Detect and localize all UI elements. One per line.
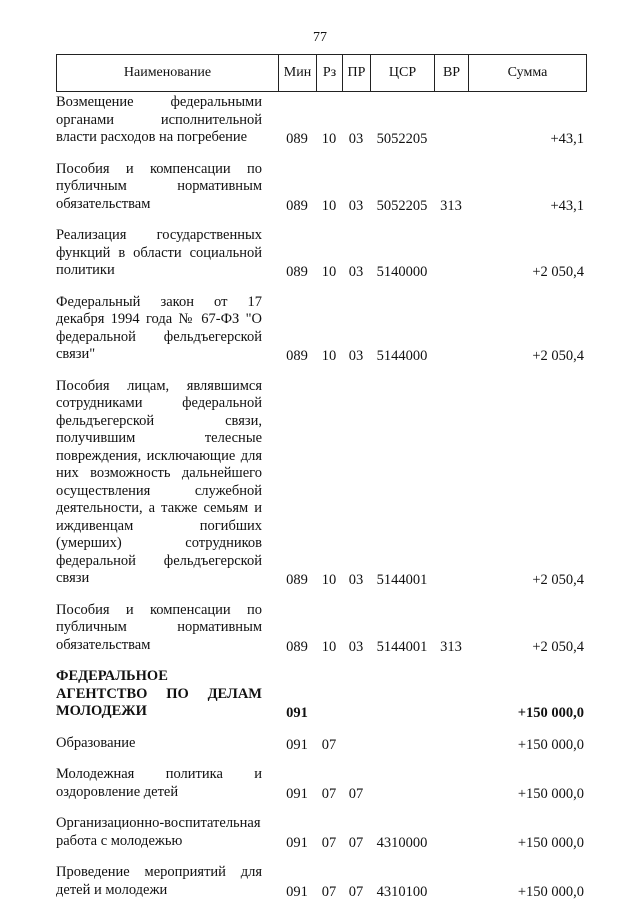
cell-vr [434, 215, 468, 282]
header-rz: Рз [317, 55, 343, 92]
cell-rz: 10 [321, 131, 337, 147]
budget-table [56, 92, 586, 901]
cell-name: Федеральный закон от 17 декабря 1994 года № 67-ФЗ "О федеральной фельдъегерской связи" [56, 293, 262, 362]
cell-rz: 10 [321, 348, 337, 364]
cell-csr: 5052205 [376, 197, 428, 214]
cell-pr: 07 [348, 834, 364, 851]
cell-name: Пособия и компенсации по публичным нормативным обязательствам [56, 160, 262, 212]
table-row [56, 723, 586, 755]
cell-vr [434, 282, 468, 366]
cell-csr: 5144001 [376, 572, 428, 588]
table-row [56, 754, 586, 803]
cell-csr: 5144000 [376, 348, 428, 364]
cell-name: Молодежная политика и оздоровление детей [56, 766, 262, 800]
table-row [56, 92, 586, 149]
cell-csr: 5144001 [376, 638, 428, 655]
cell-pr: 03 [348, 348, 364, 364]
cell-name: Пособия и компенсации по публичным нормативным обязательствам [56, 601, 262, 653]
cell-pr: 03 [348, 197, 364, 214]
cell-vr: 313 [440, 197, 462, 214]
cell-pr: 03 [348, 572, 364, 588]
table-row [56, 590, 586, 657]
cell-sum: +43,1 [550, 197, 584, 214]
cell-min: 089 [286, 131, 308, 147]
cell-sum: +2 050,4 [532, 264, 584, 280]
cell-vr [434, 656, 468, 723]
cell-min: 091 [286, 705, 308, 721]
table-row [56, 366, 586, 590]
table-header [56, 54, 587, 92]
cell-pr: 03 [348, 131, 364, 147]
cell-rz: 07 [321, 736, 337, 753]
table-row [56, 852, 586, 901]
cell-csr [370, 754, 434, 803]
cell-rz: 07 [321, 883, 337, 900]
cell-name: Пособия лицам, являвшимся сотрудниками федеральной фельдъегерской связи, получившим телесные повреждения, исключающие для них возможность дальнейшего осуществления служебной деятельности, а также семьям и иждивенцам погибших (умерших) сотрудников федеральной фельдъегерской связи [56, 377, 262, 586]
cell-name: Реализация государственных функций в области социальной политики [56, 227, 262, 278]
cell-rz: 10 [321, 197, 337, 214]
cell-min: 091 [286, 834, 308, 851]
cell-sum: +2 050,4 [532, 348, 584, 364]
cell-rz: 10 [321, 572, 337, 588]
cell-sum: +43,1 [550, 131, 584, 147]
cell-min: 091 [286, 785, 308, 802]
cell-vr [434, 803, 468, 852]
header-csr: ЦСР [371, 55, 435, 92]
cell-min: 089 [286, 572, 308, 588]
cell-csr [370, 723, 434, 755]
cell-csr: 4310100 [376, 883, 428, 900]
cell-rz: 10 [321, 638, 337, 655]
cell-sum: +150 000,0 [517, 883, 584, 900]
cell-min: 089 [286, 638, 308, 655]
cell-min: 089 [286, 348, 308, 364]
cell-name: Возмещение федеральными органами исполнительной власти расходов на погребение [56, 94, 262, 145]
cell-sum: +2 050,4 [532, 572, 584, 588]
table-row [56, 803, 586, 852]
table-row [56, 282, 586, 366]
cell-vr [434, 754, 468, 803]
cell-pr: 03 [348, 638, 364, 655]
header-pr: ПР [343, 55, 371, 92]
cell-name: Проведение мероприятий для детей и молодежи [56, 864, 262, 898]
cell-min: 089 [286, 264, 308, 280]
cell-pr: 03 [348, 264, 364, 280]
cell-sum: +150 000,0 [517, 705, 584, 721]
cell-vr [434, 852, 468, 901]
cell-pr: 07 [348, 883, 364, 900]
header-sum: Сумма [469, 55, 587, 92]
cell-name: ФЕДЕРАЛЬНОЕ АГЕНТСТВО ПО ДЕЛАМ МОЛОДЕЖИ [56, 668, 262, 719]
header-vr: ВР [435, 55, 469, 92]
cell-sum: +2 050,4 [532, 638, 584, 655]
cell-pr: 07 [348, 785, 364, 802]
cell-name: Образование [56, 734, 136, 751]
table-row [56, 149, 586, 216]
cell-pr [342, 723, 370, 755]
cell-name: Организационно-воспитательная работа с молодежью [56, 815, 261, 849]
cell-rz: 10 [321, 264, 337, 280]
cell-min: 091 [286, 883, 308, 900]
cell-csr: 5052205 [376, 131, 428, 147]
cell-min: 091 [286, 736, 308, 753]
header-min: Мин [279, 55, 317, 92]
cell-rz [316, 656, 342, 723]
cell-rz: 07 [321, 834, 337, 851]
cell-vr [434, 723, 468, 755]
cell-vr: 313 [440, 638, 462, 655]
cell-sum: +150 000,0 [517, 736, 584, 753]
table-row [56, 656, 586, 723]
header-name: Наименование [57, 55, 279, 92]
cell-sum: +150 000,0 [517, 785, 584, 802]
page-number: 77 [313, 30, 327, 45]
cell-csr [370, 656, 434, 723]
cell-min: 089 [286, 197, 308, 214]
cell-vr [434, 92, 468, 149]
table-row [56, 215, 586, 282]
cell-rz: 07 [321, 785, 337, 802]
cell-sum: +150 000,0 [517, 834, 584, 851]
cell-vr [434, 366, 468, 590]
cell-csr: 5140000 [376, 264, 428, 280]
cell-csr: 4310000 [376, 834, 428, 851]
cell-pr [342, 656, 370, 723]
